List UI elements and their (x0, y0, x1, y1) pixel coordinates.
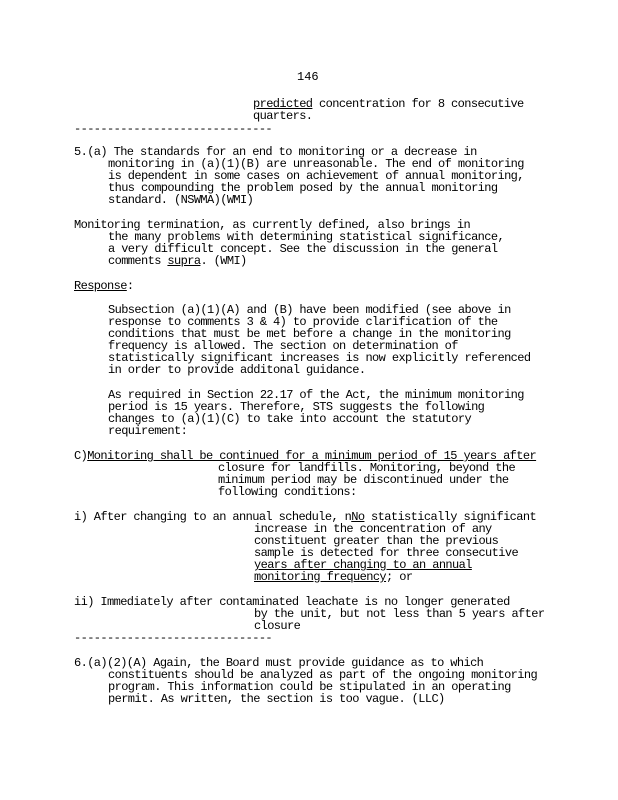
response-label: Response (74, 279, 127, 293)
item-i-line6-rest: ; or (386, 570, 413, 584)
response-colon: : (126, 279, 134, 293)
item-i-line: sample is detected for three consecutive (254, 546, 519, 560)
item-ii-line1: ii) Immediately after contaminated leachate is no longer generated (74, 595, 510, 609)
item-i-no-underlined: No (351, 510, 365, 524)
response-para1-line: response to comments 3 & 4) to provide clarification of the (108, 315, 498, 329)
supra-pre: comments (108, 254, 168, 268)
separator-rule: ------------------------------ (74, 631, 273, 645)
response-para2-line: requirement: (108, 424, 188, 438)
comment5-line: thus compounding the problem posed by the annual monitoring (108, 181, 498, 195)
response-para1-line: in order to provide additonal guidance. (108, 363, 366, 377)
comment5-line: standard. (NSWMA)(WMI) (108, 193, 254, 207)
monitoring-comment-line: a very difficult concept. See the discussion in the general (108, 242, 498, 256)
supra-underlined: supra (167, 254, 201, 268)
response-para1-line: conditions that must be met before a change in the monitoring (108, 327, 511, 341)
item-c-line: following conditions: (218, 485, 357, 499)
monitoring-comment-line: the many problems with determining statistical significance, (108, 230, 505, 244)
page-number: 146 (297, 70, 319, 84)
monitoring-comment-line (108, 255, 247, 267)
comment5-line: is dependent in some cases on achievement of annual monitoring, (108, 169, 524, 183)
comment6-line: program. This information could be stipulated in an operating (108, 680, 511, 694)
item-ii-line: by the unit, but not less than 5 years after (254, 607, 545, 621)
response-para2-line: changes to (a)(1)(C) to take into account the statutory (108, 412, 472, 426)
response-para2-line: period is 15 years. Therefore, STS suggests the following (108, 400, 485, 414)
supra-post: . (WMI) (200, 254, 247, 268)
monitoring-frequency-underlined: monitoring frequency (254, 570, 387, 584)
response-para1-line: statistically significant increases is now explicitly referenced (108, 351, 531, 365)
response-para2-line: As required in Section 22.17 of the Act, the minimum monitoring (108, 388, 524, 402)
comment5-line: monitoring in (a)(1)(B) are unreasonable. The end of monitoring (108, 157, 524, 171)
item-i-line6 (254, 571, 412, 583)
response-heading (74, 280, 133, 292)
item-c-underlined: Monitoring shall be continued for a minimum period of 15 years after (87, 449, 537, 463)
item-c-line: minimum period may be discontinued under the (218, 473, 509, 487)
monitoring-comment-line: Monitoring termination, as currently defined, also brings in (74, 218, 471, 232)
item-i-line: increase in the concentration of any (254, 522, 492, 536)
comment6-line: permit. As written, the section is too vague. (LLC) (108, 692, 445, 706)
response-para1-line: Subsection (a)(1)(A) and (B) have been modified (see above in (108, 303, 511, 317)
item-c-prefix: C) (74, 449, 88, 463)
item-ii-line: closure (254, 619, 301, 633)
item-c-line: closure for landfills. Monitoring, beyond the (218, 461, 516, 475)
item-i-prefix: i) After changing to an annual schedule, n (74, 510, 352, 524)
comment5-line: 5.(a) The standards for an end to monitoring or a decrease in (74, 145, 477, 159)
item-i-line5-underlined: years after changing to an annual (254, 558, 472, 572)
block1-line1-rest: concentration for 8 consecutive (312, 97, 524, 111)
item-i-line: constituent greater than the previous (254, 534, 499, 548)
comment6-line: 6.(a)(2)(A) Again, the Board must provide guidance as to which (74, 656, 484, 670)
separator-rule: ------------------------------ (74, 122, 273, 136)
comment6-line: constituents should be analyzed as part of the ongoing monitoring (108, 668, 538, 682)
block1-line2: quarters. (253, 109, 313, 123)
predicted-underlined: predicted (253, 97, 313, 111)
response-para1-line: frequency is allowed. The section on determination of (108, 339, 458, 353)
item-i-rest: statistically significant (364, 510, 537, 524)
